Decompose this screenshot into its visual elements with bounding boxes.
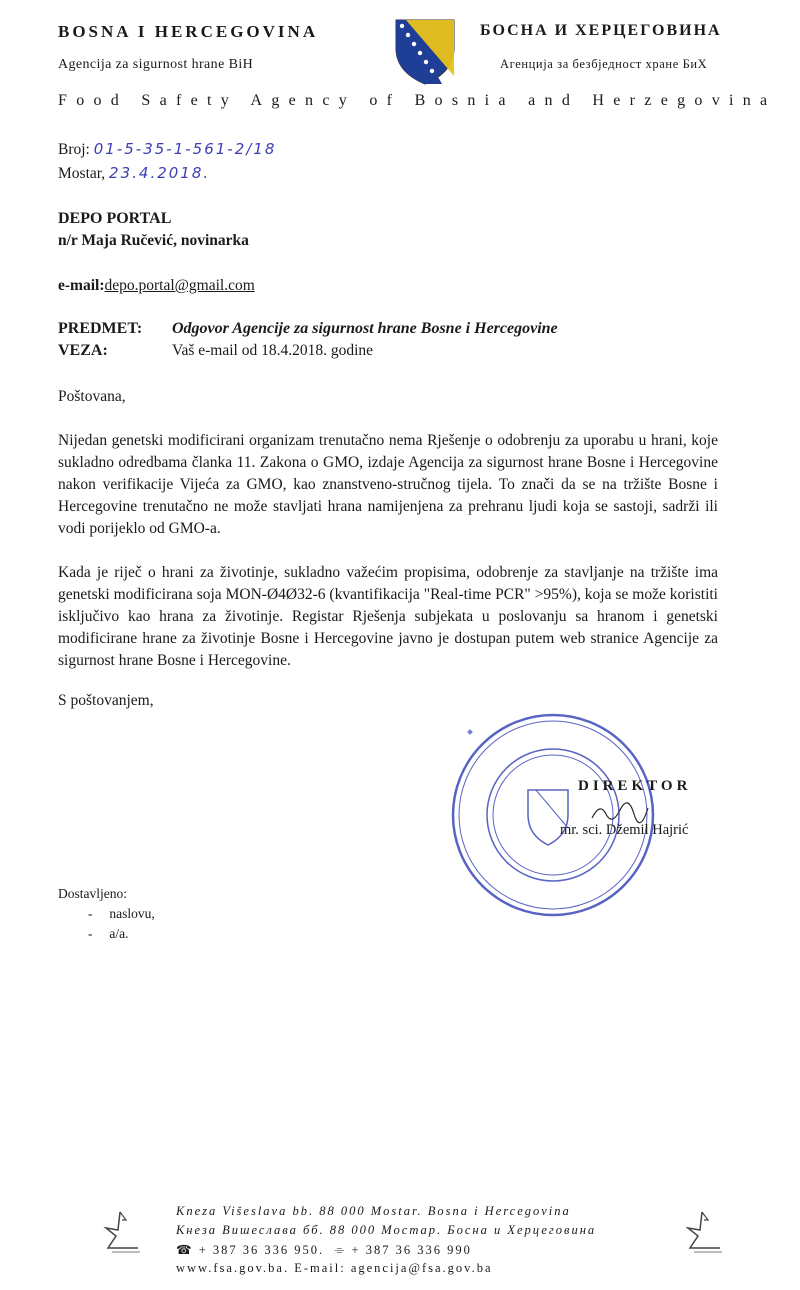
agency-logo-icon xyxy=(98,1208,146,1254)
signature-title: DIREKTOR xyxy=(578,778,692,794)
body-paragraph-2: Kada je riječ o hrani za životinje, sukladno važećim propisima, odobrenje za stavljanje na tržište ima genetski modificirana soja MON-Ø4Ø32-6 (kvantifikacija "Real-time PCR" >95%), koja se može koristiti isključivo kao hrana za životinje. Registar Rješenja subjekata u poslovanju sa hranom i genetski modificirane hrane za životinje Bosne i Hercegovine javno je dostupan putem web stranice Agencije za sigurnost hrane Bosne i Hercegovine. xyxy=(58,564,718,669)
reference-number-label: Broj: xyxy=(58,141,90,158)
footer-fax: + 387 36 336 990 xyxy=(351,1243,472,1257)
signature-scribble-icon xyxy=(590,800,650,824)
place-date xyxy=(58,164,210,183)
header-agency-latin: Agencija za sigurnost hrane BiH xyxy=(58,57,254,72)
recipient-attention: n/r Maja Ručević, novinarka xyxy=(58,232,249,249)
fax-icon: ⌯ xyxy=(334,1243,347,1257)
footer-address-latin: Kneza Višeslava bb. 88 000 Mostar. Bosna i Hercegovina xyxy=(176,1204,571,1218)
distribution-item: - naslovu, xyxy=(88,906,155,921)
header-agency-english: Food Safety Agency of Bosnia and Herzegovina xyxy=(58,92,777,109)
closing: S poštovanjem, xyxy=(58,692,154,709)
distribution-item-text: a/a. xyxy=(109,926,129,941)
distribution-item: - a/a. xyxy=(88,926,129,941)
place-label: Mostar, xyxy=(58,165,106,182)
footer-address-cyrillic: Кнеза Вишеслава бб. 88 000 Мостар. Босна и Херцеговина xyxy=(176,1223,597,1237)
recipient-name: DEPO PORTAL xyxy=(58,210,172,227)
header-agency-cyrillic: Агенција за безбједност хране БиХ xyxy=(500,57,708,71)
reference-number xyxy=(58,140,276,159)
subject-value: Odgovor Agencije za sigurnost hrane Bosne i Hercegovine xyxy=(172,320,558,337)
footer-contact xyxy=(176,1242,472,1258)
subject-label: PREDMET: xyxy=(58,320,143,337)
footer-phone: + 387 36 336 950. xyxy=(198,1243,325,1257)
signatory-name: mr. sci. Džemil Hajrić xyxy=(560,822,689,838)
reference-label: VEZA: xyxy=(58,342,108,359)
coat-of-arms-icon xyxy=(392,18,458,86)
date-value: 23.4.2018. xyxy=(109,164,211,182)
reference-value: Vaš e-mail od 18.4.2018. godine xyxy=(172,342,374,359)
agency-logo-icon xyxy=(680,1208,728,1254)
footer-web-email: www.fsa.gov.ba. E-mail: agencija@fsa.gov.ba xyxy=(176,1261,493,1275)
distribution-item-text: naslovu, xyxy=(109,906,155,921)
header-title-cyrillic: БОСНА И ХЕРЦЕГОВИНА xyxy=(480,22,722,39)
phone-icon: ☎ xyxy=(176,1243,194,1257)
reference-number-value: 01-5-35-1-561-2/18 xyxy=(93,140,277,158)
email-label: e-mail: xyxy=(58,277,105,294)
distribution-label: Dostavljeno: xyxy=(58,886,127,901)
salutation: Poštovana, xyxy=(58,388,126,405)
recipient-email xyxy=(58,277,255,295)
header-title-latin: BOSNA I HERCEGOVINA xyxy=(58,22,319,41)
email-link[interactable]: depo.portal@gmail.com xyxy=(104,277,255,294)
body-paragraph-1: Nijedan genetski modificirani organizam trenutačno nema Rješenje o odobrenju za uporabu u hrani, koje sukladno odredbama članka 11. Zakona o GMO, izdaje Agencija za sigurnost hrane Bosne i Hercegovine nakon verifikacije Vijeća za GMO, kao znanstveno-stručnog tijela. To znači da se na tržište Bosne i Hercegovine trenutačno ne može stavljati hrana namijenjena za prehranu ljudi koja se sastoji, sadrži ili vodi porijeklo od GMO-a. xyxy=(58,432,718,537)
